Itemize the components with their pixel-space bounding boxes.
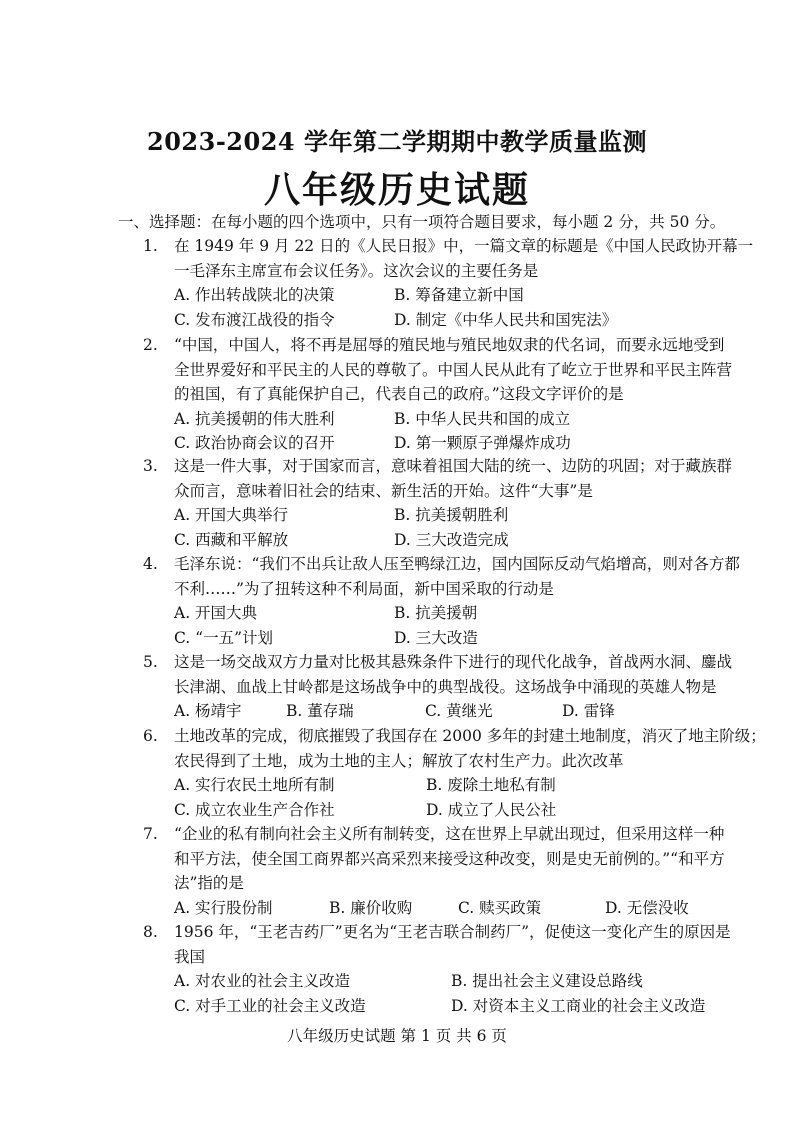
option-a: A. 实行股份制	[174, 898, 273, 917]
question-6	[143, 724, 766, 822]
option-a: A. 开国大典举行	[174, 506, 289, 524]
question-text: “中国，中国人，将不再是屈辱的殖民地与殖民地奴隶的代名词，而要永远地受到	[174, 336, 725, 354]
question-number: 2.	[143, 336, 158, 354]
option-c: C. 西藏和平解放	[174, 530, 289, 549]
option-d: D. 第一颗原子弹爆炸成功	[394, 434, 571, 452]
option-a: A. 抗美援朝的伟大胜利	[174, 409, 335, 428]
question-text: 农民得到了土地，成为土地的主人；解放了农村生产力。此次改革	[174, 751, 624, 770]
question-number: 3.	[143, 457, 158, 475]
option-b: B. 廉价收购	[329, 898, 413, 917]
option-c: C. 成立农业生产合作社	[174, 800, 335, 819]
question-text: 和平方法，使全国工商界都兴高采烈来接受这种改变，则是史无前例的。”“和平方	[174, 849, 725, 868]
option-c: C. 对手工业的社会主义改造	[174, 996, 366, 1015]
option-b: B. 董存瑞	[286, 702, 354, 720]
option-d: D. 三大改造	[394, 628, 478, 647]
question-5	[143, 650, 753, 724]
option-b: B. 抗美援朝胜利	[394, 506, 509, 524]
question-1	[143, 234, 753, 332]
question-7	[143, 822, 753, 920]
question-text: “企业的私有制向社会主义所有制转变，这在世界上早就出现过，但采用这样一种	[174, 825, 725, 843]
option-a: A. 开国大典	[174, 604, 258, 622]
question-text: 全世界爱好和平民主的人民的尊敬了。中国人民从此有了屹立于世界和平民主阵营	[174, 360, 733, 379]
option-b: B. 提出社会主义建设总路线	[451, 972, 643, 990]
question-text: 不利……”为了扭转这种不利局面，新中国采取的行动是	[174, 579, 554, 598]
question-text: 我国	[174, 947, 206, 966]
exam-subject-title: 八年级历史试题	[263, 169, 530, 211]
option-c: C. 发布渡江战役的指令	[174, 310, 335, 329]
option-c: C. 政治协商会议的召开	[174, 434, 335, 452]
option-c: C. 赎买政策	[458, 898, 542, 917]
question-text: 这是一件大事，对于国家而言，意味着祖国大陆的统一、边防的巩固；对于藏族群	[174, 457, 733, 475]
exam-title: 2023-2024 学年第二学期期中教学质量监测	[147, 127, 647, 156]
option-a: A. 作出转战陕北的决策	[174, 286, 335, 304]
option-d: D. 成立了人民公社	[426, 800, 557, 819]
option-a: A. 杨靖宇	[174, 702, 242, 720]
option-b: B. 废除土地私有制	[426, 776, 556, 794]
question-text: 长津湖、血战上甘岭都是这场战争中的典型战役。这场战争中涌现的英雄人物是	[174, 677, 717, 696]
option-a: A. 对农业的社会主义改造	[174, 972, 351, 990]
option-b: B. 筹备建立新中国	[394, 286, 524, 304]
question-text: 法”指的是	[174, 874, 244, 892]
question-text: 在 1949 年 9 月 22 日的《人民日报》中，一篇文章的标题是《中国人民政协开幕一	[174, 237, 754, 255]
option-a: A. 实行农民土地所有制	[174, 776, 335, 794]
option-c: C. 黄继光	[425, 702, 493, 720]
question-text: 众而言，意味着旧社会的结束、新生活的开始。这件“大事”是	[174, 481, 593, 500]
question-number: 6.	[143, 727, 158, 745]
question-number: 8.	[143, 923, 158, 941]
option-d: D. 对资本主义工商业的社会主义改造	[451, 996, 706, 1015]
page-footer: 八年级历史试题 第 1 页 共 6 页	[287, 1027, 507, 1045]
question-3	[143, 454, 753, 552]
question-number: 5.	[143, 653, 158, 671]
option-d: D. 制定《中华人民共和国宪法》	[394, 310, 618, 329]
question-text: 土地改革的完成，彻底摧毁了我国存在 2000 多年的封建土地制度，消灭了地主阶级；	[174, 727, 766, 745]
option-d: D. 雷锋	[562, 702, 615, 720]
question-2	[143, 333, 753, 456]
question-text: 的祖国，有了真能保护自己，代表自己的政府。”这段文字评价的是	[174, 385, 624, 403]
question-number: 7.	[143, 825, 158, 843]
question-number: 1.	[143, 237, 158, 255]
option-b: B. 抗美援朝	[394, 604, 478, 622]
question-text: 一毛泽东主席宣布会议任务》。这次会议的主要任务是	[174, 261, 539, 280]
option-c: C. “一五”计划	[174, 628, 274, 647]
option-b: B. 中华人民共和国的成立	[394, 409, 571, 428]
question-number: 4.	[143, 555, 158, 573]
question-text: 1956 年，“王老吉药厂”更名为“王老吉联合制药厂”，促使这一变化产生的原因是	[174, 923, 731, 941]
question-4	[143, 552, 753, 650]
question-8	[143, 920, 753, 1018]
question-text: 毛泽东说：“我们不出兵让敌人压至鸭绿江边，国内国际反动气焰增高，则对各方都	[174, 555, 740, 573]
option-d: D. 无偿没收	[605, 898, 689, 917]
option-d: D. 三大改造完成	[394, 530, 509, 549]
question-text: 这是一场交战双方力量对比极其悬殊条件下进行的现代化战争，首战两水洞、鏖战	[174, 653, 733, 671]
section-heading: 一、选择题：在每小题的四个选项中，只有一项符合题目要求，每小题 2 分，共 50 分。	[118, 213, 726, 231]
